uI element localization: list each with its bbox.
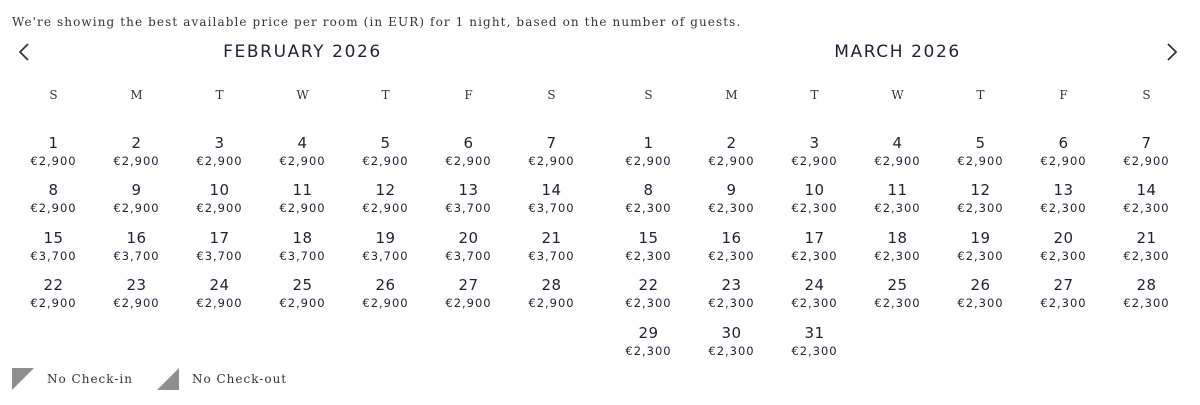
day-price: €2,900 [279, 296, 326, 311]
day-price: €2,300 [625, 343, 672, 358]
calendar-grid [12, 86, 593, 324]
day-cell[interactable] [773, 324, 856, 372]
day-cell[interactable] [178, 134, 261, 182]
weekday-label: T [810, 88, 819, 102]
day-cell[interactable] [939, 276, 1022, 324]
day-price: €2,900 [196, 201, 243, 216]
day-number: 11 [887, 181, 908, 200]
day-price: €2,300 [625, 201, 672, 216]
day-number: 5 [380, 133, 391, 152]
weekday-header-row [607, 86, 1188, 113]
day-cell[interactable] [1022, 276, 1105, 324]
day-number: 3 [809, 133, 820, 152]
day-cell[interactable] [856, 181, 939, 229]
day-number: 19 [375, 228, 396, 247]
day-number: 16 [126, 228, 147, 247]
day-price: €2,900 [196, 296, 243, 311]
day-number: 18 [887, 228, 908, 247]
weekday-label: W [891, 88, 904, 102]
day-number: 27 [1053, 276, 1074, 295]
day-number: 2 [131, 133, 142, 152]
day-number: 3 [214, 133, 225, 152]
calendar-grid [607, 86, 1188, 372]
day-cell[interactable] [1105, 134, 1188, 182]
day-price: €2,900 [196, 153, 243, 168]
day-number: 18 [292, 228, 313, 247]
day-cell[interactable] [773, 181, 856, 229]
day-cell[interactable] [1105, 181, 1188, 229]
day-number: 28 [541, 276, 562, 295]
day-number: 17 [804, 228, 825, 247]
day-number: 8 [48, 181, 59, 200]
day-price: €2,300 [791, 201, 838, 216]
day-price: €2,300 [874, 248, 921, 263]
day-cell[interactable] [95, 229, 178, 277]
day-cell[interactable] [427, 276, 510, 324]
day-cell[interactable] [690, 181, 773, 229]
day-number: 13 [1053, 181, 1074, 200]
day-price: €2,300 [1123, 248, 1170, 263]
day-cell[interactable] [1105, 229, 1188, 277]
day-number: 13 [458, 181, 479, 200]
day-number: 24 [209, 276, 230, 295]
day-number: 7 [1141, 133, 1152, 152]
day-price: €2,300 [957, 201, 1004, 216]
day-price: €3,700 [279, 248, 326, 263]
day-number: 17 [209, 228, 230, 247]
day-number: 25 [292, 276, 313, 295]
day-price: €3,700 [445, 201, 492, 216]
day-price: €2,300 [708, 248, 755, 263]
day-price: €2,300 [874, 296, 921, 311]
day-cell[interactable] [427, 134, 510, 182]
day-number: 15 [638, 228, 659, 247]
day-number: 7 [546, 133, 557, 152]
day-cell[interactable] [607, 134, 690, 182]
day-price: €2,900 [528, 153, 575, 168]
day-cell[interactable] [12, 276, 95, 324]
day-number: 31 [804, 323, 825, 342]
day-cell[interactable] [95, 134, 178, 182]
day-cell[interactable] [510, 134, 593, 182]
day-cell[interactable] [1022, 229, 1105, 277]
day-number: 21 [541, 228, 562, 247]
day-cell[interactable] [1022, 181, 1105, 229]
day-number: 19 [970, 228, 991, 247]
day-price: €3,700 [196, 248, 243, 263]
day-price: €3,700 [362, 248, 409, 263]
day-number: 26 [375, 276, 396, 295]
day-cell[interactable] [12, 134, 95, 182]
day-cell[interactable] [95, 181, 178, 229]
day-price: €2,300 [1040, 296, 1087, 311]
day-number: 23 [126, 276, 147, 295]
day-price: €2,900 [445, 153, 492, 168]
day-cell[interactable] [607, 229, 690, 277]
day-price: €2,900 [113, 296, 160, 311]
day-cell[interactable] [856, 229, 939, 277]
day-price: €3,700 [445, 248, 492, 263]
day-price: €2,300 [874, 201, 921, 216]
day-cell[interactable] [607, 181, 690, 229]
weekday-label: T [215, 88, 224, 102]
day-cell[interactable] [510, 229, 593, 277]
day-price: €2,300 [1123, 296, 1170, 311]
day-cell[interactable] [939, 134, 1022, 182]
day-price: €2,300 [625, 248, 672, 263]
day-price: €2,900 [874, 153, 921, 168]
weekday-header-row [12, 86, 593, 113]
day-price: €2,900 [528, 296, 575, 311]
day-cell[interactable] [690, 229, 773, 277]
day-price: €2,300 [957, 296, 1004, 311]
day-number: 26 [970, 276, 991, 295]
day-cell[interactable] [95, 276, 178, 324]
day-number: 14 [1136, 181, 1157, 200]
day-number: 10 [209, 181, 230, 200]
day-cell[interactable] [12, 181, 95, 229]
day-cell[interactable] [510, 181, 593, 229]
day-cell[interactable] [344, 134, 427, 182]
day-cell[interactable] [510, 276, 593, 324]
day-price: €2,900 [279, 153, 326, 168]
day-price: €2,300 [1123, 201, 1170, 216]
day-price: €2,900 [708, 153, 755, 168]
weekday-label: F [464, 88, 473, 102]
day-cell[interactable] [261, 276, 344, 324]
legend-no-checkin [12, 368, 133, 390]
day-number: 9 [131, 181, 142, 200]
legend [12, 368, 311, 390]
month-march [607, 42, 1188, 372]
day-number: 4 [892, 133, 903, 152]
weekday-label: S [547, 88, 556, 102]
day-number: 5 [975, 133, 986, 152]
day-cell[interactable] [856, 276, 939, 324]
day-price: €2,900 [625, 153, 672, 168]
day-number: 10 [804, 181, 825, 200]
day-cell[interactable] [344, 181, 427, 229]
day-price: €2,900 [113, 153, 160, 168]
day-number: 23 [721, 276, 742, 295]
day-price: €2,300 [1040, 201, 1087, 216]
month-title: MARCH 2026 [834, 42, 961, 62]
day-number: 20 [1053, 228, 1074, 247]
day-price: €2,300 [791, 248, 838, 263]
day-price: €2,300 [625, 296, 672, 311]
day-price: €3,700 [30, 248, 77, 263]
day-number: 6 [463, 133, 474, 152]
day-price: €2,300 [708, 296, 755, 311]
day-cell[interactable] [178, 229, 261, 277]
day-price: €2,300 [791, 296, 838, 311]
day-number: 24 [804, 276, 825, 295]
weekday-label: W [296, 88, 309, 102]
day-price: €2,900 [279, 201, 326, 216]
day-price: €2,900 [445, 296, 492, 311]
day-cell[interactable] [607, 276, 690, 324]
day-price: €2,900 [957, 153, 1004, 168]
day-cell[interactable] [690, 324, 773, 372]
day-cell[interactable] [773, 134, 856, 182]
legend-label: No Check-in [47, 372, 133, 386]
day-number: 25 [887, 276, 908, 295]
day-number: 27 [458, 276, 479, 295]
day-number: 8 [643, 181, 654, 200]
day-price: €2,900 [30, 201, 77, 216]
day-number: 6 [1058, 133, 1069, 152]
day-number: 11 [292, 181, 313, 200]
weekday-label: S [644, 88, 653, 102]
day-number: 22 [43, 276, 64, 295]
day-cell[interactable] [12, 229, 95, 277]
day-price: €2,900 [362, 153, 409, 168]
day-price: €2,900 [113, 201, 160, 216]
day-number: 1 [643, 133, 654, 152]
day-cell[interactable] [427, 229, 510, 277]
day-price: €2,300 [708, 201, 755, 216]
day-price: €2,900 [362, 296, 409, 311]
weekday-label: F [1059, 88, 1068, 102]
weekday-label: S [49, 88, 58, 102]
day-cell[interactable] [1022, 134, 1105, 182]
day-number: 12 [970, 181, 991, 200]
day-price: €3,700 [528, 201, 575, 216]
day-cell[interactable] [690, 134, 773, 182]
day-price: €2,300 [791, 343, 838, 358]
day-price: €3,700 [528, 248, 575, 263]
weekday-label: S [1142, 88, 1151, 102]
day-number: 21 [1136, 228, 1157, 247]
day-price: €2,900 [791, 153, 838, 168]
day-cell[interactable] [939, 181, 1022, 229]
day-cell[interactable] [427, 181, 510, 229]
day-cell[interactable] [178, 181, 261, 229]
day-cell[interactable] [939, 229, 1022, 277]
day-cell[interactable] [773, 276, 856, 324]
day-cell[interactable] [261, 229, 344, 277]
day-cell[interactable] [607, 324, 690, 372]
day-number: 28 [1136, 276, 1157, 295]
day-price: €3,700 [113, 248, 160, 263]
no-checkin-triangle-icon [12, 368, 34, 390]
day-number: 2 [726, 133, 737, 152]
weekday-label: T [381, 88, 390, 102]
day-price: €2,900 [362, 201, 409, 216]
day-number: 12 [375, 181, 396, 200]
weekday-label: T [976, 88, 985, 102]
day-cell[interactable] [261, 181, 344, 229]
day-number: 22 [638, 276, 659, 295]
day-cell[interactable] [344, 276, 427, 324]
weekday-label: M [725, 88, 738, 102]
day-number: 9 [726, 181, 737, 200]
day-number: 14 [541, 181, 562, 200]
day-number: 1 [48, 133, 59, 152]
day-number: 4 [297, 133, 308, 152]
day-cell[interactable] [856, 134, 939, 182]
price-notice: We're showing the best available price per room (in EUR) for 1 night, based on the number of guests. [12, 15, 742, 29]
weekday-label: M [130, 88, 143, 102]
day-number: 15 [43, 228, 64, 247]
no-checkout-triangle-icon [157, 368, 179, 390]
day-price: €2,900 [1123, 153, 1170, 168]
day-number: 30 [721, 323, 742, 342]
day-price: €2,300 [708, 343, 755, 358]
day-price: €2,300 [1040, 248, 1087, 263]
day-price: €2,300 [957, 248, 1004, 263]
day-number: 29 [638, 323, 659, 342]
legend-label: No Check-out [191, 372, 288, 386]
day-cell[interactable] [261, 134, 344, 182]
day-price: €2,900 [30, 153, 77, 168]
day-cell[interactable] [690, 276, 773, 324]
day-number: 16 [721, 228, 742, 247]
day-number: 20 [458, 228, 479, 247]
day-cell[interactable] [178, 276, 261, 324]
month-february [12, 42, 593, 324]
day-price: €2,900 [30, 296, 77, 311]
month-title: FEBRUARY 2026 [223, 42, 382, 62]
legend-no-checkout [157, 368, 287, 390]
day-cell[interactable] [344, 229, 427, 277]
day-price: €2,900 [1040, 153, 1087, 168]
day-cell[interactable] [1105, 276, 1188, 324]
day-cell[interactable] [773, 229, 856, 277]
